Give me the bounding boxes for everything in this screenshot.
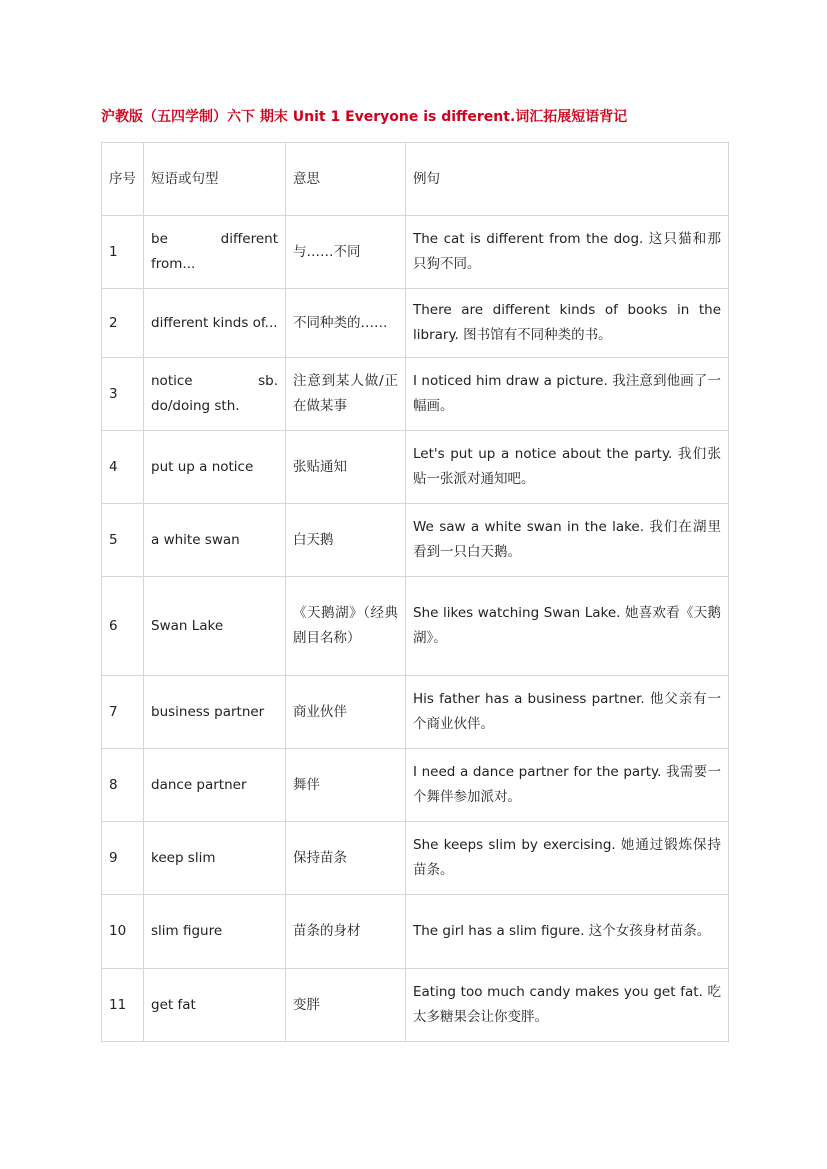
row-phrase: a white swan xyxy=(144,504,286,577)
row-number: 3 xyxy=(102,358,144,431)
header-phrase: 短语或句型 xyxy=(144,143,286,216)
row-example: She likes watching Swan Lake. 她喜欢看《天鹅湖》。 xyxy=(406,577,729,676)
row-example: There are different kinds of books in the library. 图书馆有不同种类的书。 xyxy=(406,289,729,358)
row-number: 10 xyxy=(102,895,144,969)
row-meaning: 变胖 xyxy=(286,969,406,1042)
row-number: 4 xyxy=(102,431,144,504)
header-example: 例句 xyxy=(406,143,729,216)
row-example: His father has a business partner. 他父亲有一个商业伙伴。 xyxy=(406,676,729,749)
table-row xyxy=(102,431,729,504)
row-phrase: different kinds of... xyxy=(144,289,286,358)
table-row xyxy=(102,676,729,749)
row-example: I need a dance partner for the party. 我需要一个舞伴参加派对。 xyxy=(406,749,729,822)
row-number: 9 xyxy=(102,822,144,895)
row-phrase: business partner xyxy=(144,676,286,749)
row-meaning: 与……不同 xyxy=(286,216,406,289)
table-row xyxy=(102,577,729,676)
table-row xyxy=(102,216,729,289)
table-header-row xyxy=(102,143,729,216)
row-meaning: 不同种类的…… xyxy=(286,289,406,358)
row-phrase: Swan Lake xyxy=(144,577,286,676)
table-row xyxy=(102,749,729,822)
row-meaning: 商业伙伴 xyxy=(286,676,406,749)
header-meaning: 意思 xyxy=(286,143,406,216)
row-phrase: put up a notice xyxy=(144,431,286,504)
vocabulary-table xyxy=(101,142,729,1042)
row-number: 6 xyxy=(102,577,144,676)
table-row xyxy=(102,822,729,895)
table-row xyxy=(102,969,729,1042)
row-number: 8 xyxy=(102,749,144,822)
row-phrase: get fat xyxy=(144,969,286,1042)
row-phrase: slim figure xyxy=(144,895,286,969)
row-meaning: 苗条的身材 xyxy=(286,895,406,969)
row-meaning: 张贴通知 xyxy=(286,431,406,504)
document-title: 沪教版（五四学制）六下 期末 Unit 1 Everyone is different.词汇拓展短语背记 xyxy=(101,109,628,125)
row-example: Let's put up a notice about the party. 我们张贴一张派对通知吧。 xyxy=(406,431,729,504)
row-meaning: 注意到某人做/正在做某事 xyxy=(286,358,406,431)
row-number: 5 xyxy=(102,504,144,577)
row-meaning: 保持苗条 xyxy=(286,822,406,895)
table-row xyxy=(102,895,729,969)
header-number: 序号 xyxy=(102,143,144,216)
row-meaning: 白天鹅 xyxy=(286,504,406,577)
table-row xyxy=(102,504,729,577)
row-meaning: 《天鹅湖》（经典剧目名称） xyxy=(286,577,406,676)
row-phrase: keep slim xyxy=(144,822,286,895)
row-number: 7 xyxy=(102,676,144,749)
row-example: She keeps slim by exercising. 她通过锻炼保持苗条。 xyxy=(406,822,729,895)
row-number: 11 xyxy=(102,969,144,1042)
row-example: The girl has a slim figure. 这个女孩身材苗条。 xyxy=(406,895,729,969)
row-example: Eating too much candy makes you get fat. 吃太多糖果会让你变胖。 xyxy=(406,969,729,1042)
row-number: 2 xyxy=(102,289,144,358)
row-phrase: notice sb. do/doing sth. xyxy=(144,358,286,431)
row-example: The cat is different from the dog. 这只猫和那只狗不同。 xyxy=(406,216,729,289)
row-meaning: 舞伴 xyxy=(286,749,406,822)
table-row xyxy=(102,358,729,431)
table-row xyxy=(102,289,729,358)
row-phrase: be different from... xyxy=(144,216,286,289)
row-phrase: dance partner xyxy=(144,749,286,822)
row-number: 1 xyxy=(102,216,144,289)
row-example: I noticed him draw a picture. 我注意到他画了一幅画。 xyxy=(406,358,729,431)
row-example: We saw a white swan in the lake. 我们在湖里看到一只白天鹅。 xyxy=(406,504,729,577)
